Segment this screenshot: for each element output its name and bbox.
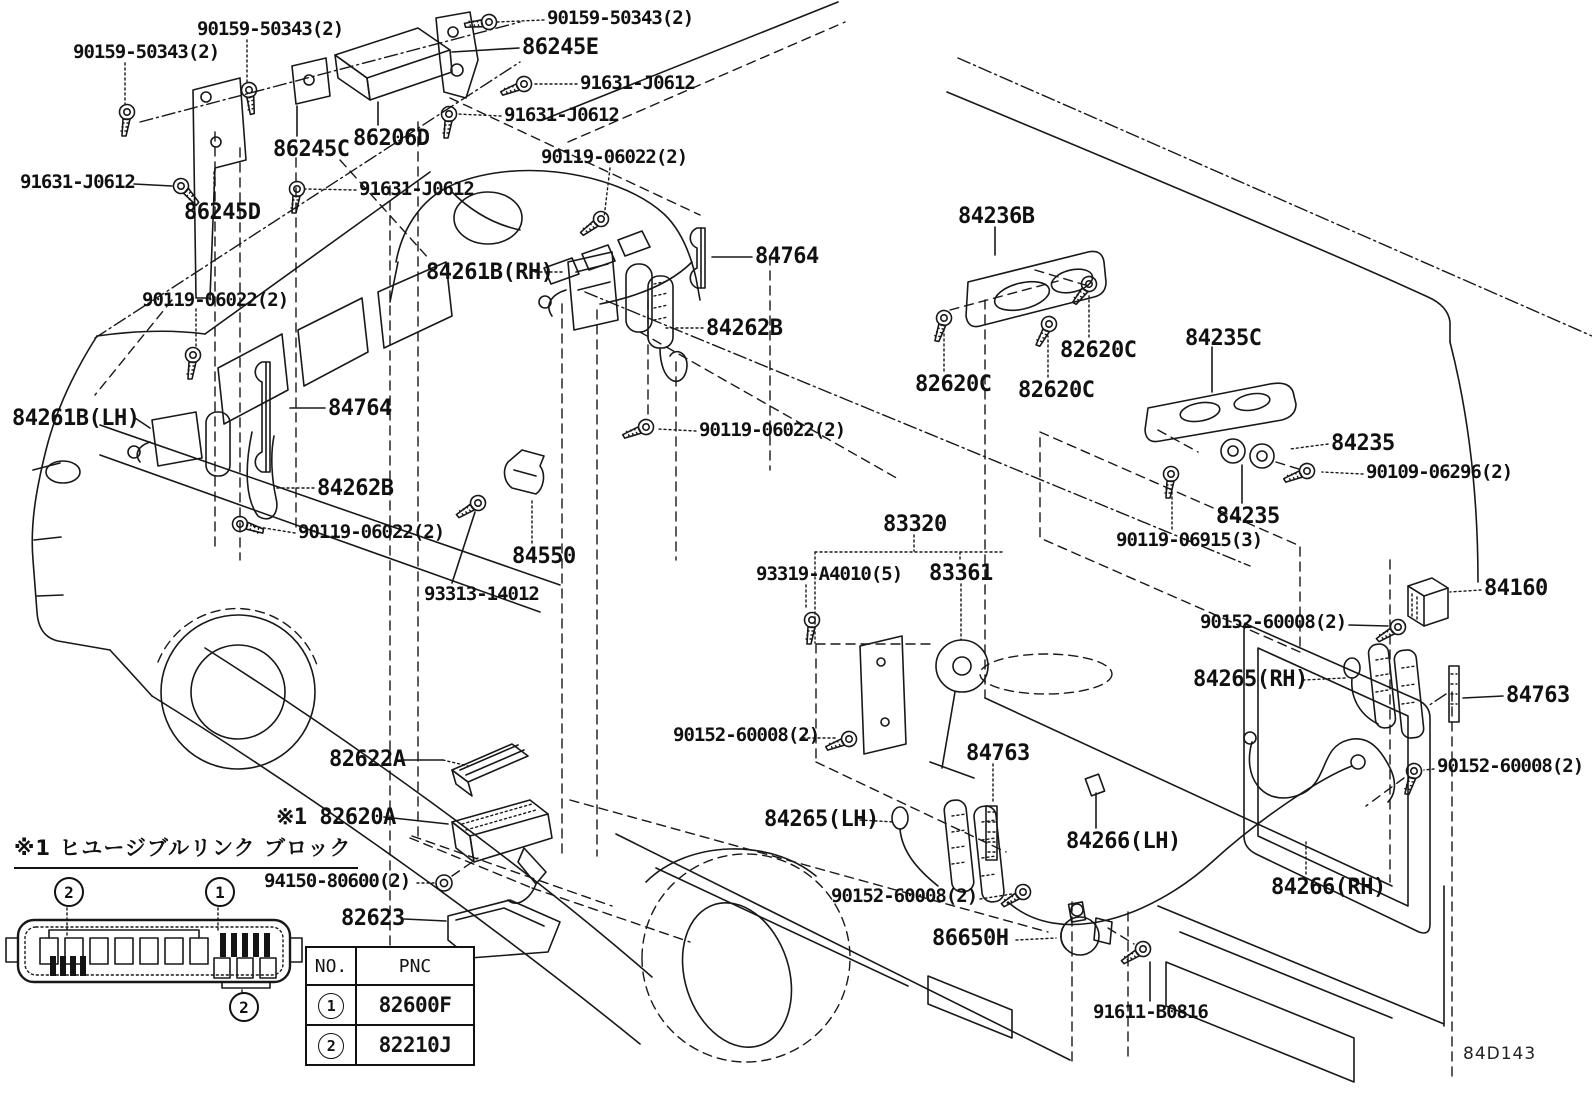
pnc-value: 82210J	[356, 1025, 474, 1065]
part-label: 93319-A4010(5)	[756, 563, 903, 585]
part-label: 90159-50343(2)	[197, 18, 344, 40]
part-label: 84160	[1484, 576, 1548, 601]
table-header-pnc: PNC	[356, 947, 474, 985]
table-row	[306, 985, 474, 1025]
part-label: 90119-06915(3)	[1116, 529, 1263, 551]
pnc-table	[305, 946, 475, 1066]
part-label: 90152-60008(2)	[673, 724, 820, 746]
part-label: 84235	[1331, 431, 1395, 456]
part-label: 82620C	[1018, 378, 1095, 403]
part-label: 91611-B0816	[1093, 1001, 1208, 1023]
part-label: 86245D	[184, 200, 261, 225]
diagram-code: 84D143	[1463, 1044, 1537, 1064]
part-label: 84235C	[1185, 326, 1262, 351]
part-label: 86650H	[932, 926, 1009, 951]
part-label: 84266(LH)	[1066, 829, 1181, 854]
part-label: 86245C	[273, 137, 350, 162]
part-label: 84265(RH)	[1193, 667, 1308, 692]
table-header-no: NO.	[306, 947, 356, 985]
part-label: 84763	[1506, 683, 1570, 708]
part-label: 84764	[755, 244, 819, 269]
part-label: 90119-06022(2)	[699, 419, 846, 441]
truck-art	[616, 92, 1478, 1082]
part-label: 91631-J0612	[580, 72, 695, 94]
part-label: 84261B(RH)	[426, 260, 554, 285]
part-label: 90119-06022(2)	[541, 146, 688, 168]
part-label: 84266(RH)	[1271, 875, 1386, 900]
callout-number: 1	[318, 993, 344, 1019]
part-label: 90109-06296(2)	[1366, 461, 1513, 483]
part-label: 91631-J0612	[20, 171, 135, 193]
part-label: 90119-06022(2)	[298, 521, 445, 543]
table-row	[306, 1025, 474, 1065]
part-label: 90152-60008(2)	[1437, 755, 1584, 777]
fusible-link-note: ※1 ヒユージブルリンク ブロック	[14, 832, 358, 869]
part-label: 93313-14012	[424, 583, 539, 605]
part-label: 82622A	[329, 747, 406, 772]
part-label: 90159-50343(2)	[547, 7, 694, 29]
part-label: 84261B(LH)	[12, 406, 140, 431]
part-label: 82620C	[1060, 338, 1137, 363]
part-label: 84236B	[958, 204, 1035, 229]
callout-circle: 2	[229, 992, 259, 1022]
part-label: 84262B	[706, 316, 783, 341]
part-label: 86245E	[522, 35, 599, 60]
part-label: 94150-80600(2)	[264, 870, 411, 892]
part-label: ※1 82620A	[276, 805, 396, 830]
part-label: 84763	[966, 741, 1030, 766]
part-label: 90152-60008(2)	[1200, 611, 1347, 633]
pnc-value: 82600F	[356, 985, 474, 1025]
part-label: 91631-J0612	[359, 178, 474, 200]
callout-circle: 2	[54, 877, 84, 907]
callout-number: 2	[318, 1033, 344, 1059]
part-label: 84262B	[317, 476, 394, 501]
part-label: 91631-J0612	[504, 104, 619, 126]
part-label: 84764	[328, 396, 392, 421]
part-label: 82623	[341, 906, 405, 931]
part-label: 90152-60008(2)	[831, 885, 978, 907]
part-label: 84550	[512, 544, 576, 569]
part-label: 84265(LH)	[764, 807, 879, 832]
callout-circle: 1	[205, 877, 235, 907]
part-label: 90119-06022(2)	[142, 289, 289, 311]
part-label: 82620C	[915, 372, 992, 397]
part-label: 86206D	[353, 126, 430, 151]
part-label: 83361	[929, 561, 993, 586]
part-label: 90159-50343(2)	[73, 41, 220, 63]
part-label: 83320	[883, 512, 947, 537]
fusible-link-block-art	[6, 903, 302, 992]
part-label: 84235	[1216, 504, 1280, 529]
